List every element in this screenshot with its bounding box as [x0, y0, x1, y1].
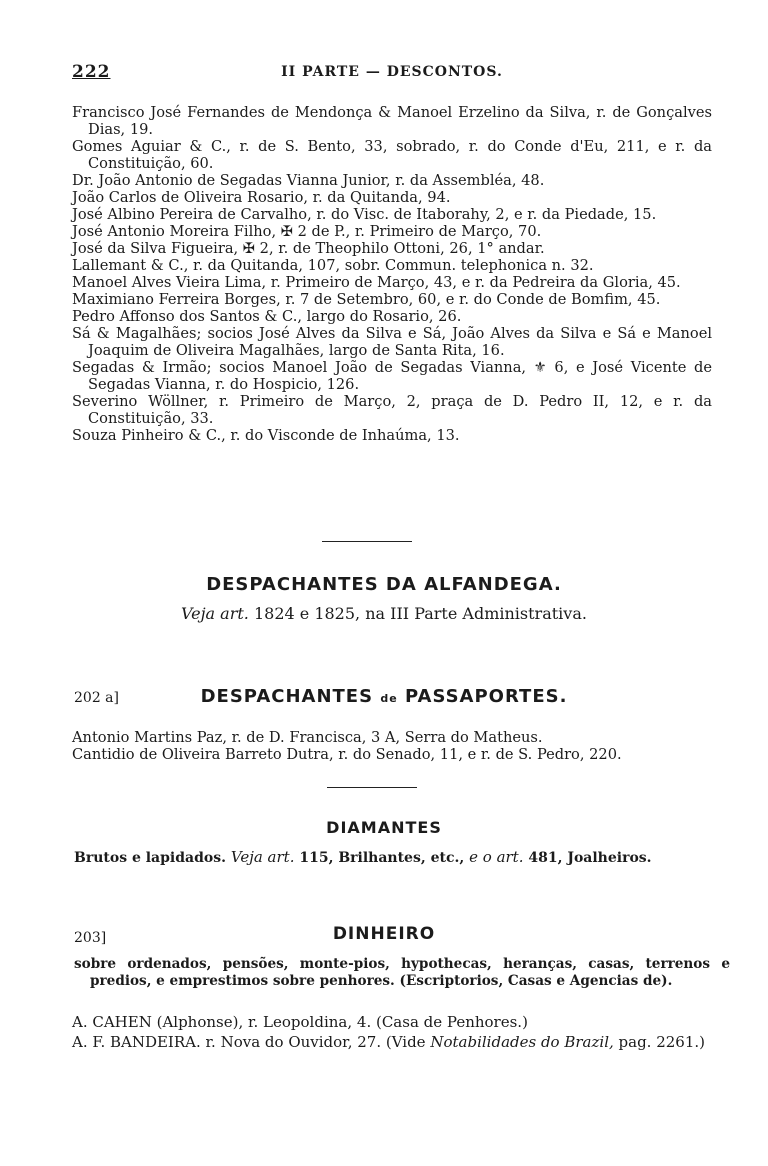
- section-code-dinheiro: 203]: [74, 930, 107, 946]
- section-code-passaportes: 202 a]: [74, 690, 119, 706]
- dinheiro-intro: sobre ordenados, pensões, monte-pios, hypothecas, heranças, casas, terrenos e predios, e emprestimos sobre penhores. (Escriptorios, Casas e Agencias de).: [74, 956, 730, 989]
- section-title-dinheiro: DINHEIRO: [332, 924, 436, 944]
- list-item: Pedro Affonso dos Santos & C., largo do Rosario, 26.: [72, 308, 462, 325]
- list-item: José Antonio Moreira Filho, ✠ 2 de P., r. Primeiro de Março, 70.: [72, 223, 542, 240]
- title-part-a: DESPACHANTES: [200, 686, 374, 707]
- diamantes-line: [74, 848, 714, 866]
- list-item: Severino Wöllner, r. Primeiro de Março, 2, praça de D. Pedro II, 12, e r. da Constituição, 33.: [72, 393, 712, 427]
- diamantes-italic-a: Veja art.: [230, 848, 295, 866]
- section-title-despachantes-passaportes: [0, 686, 768, 707]
- list-item: Souza Pinheiro & C., r. do Visconde de Inhaúma, 13.: [72, 427, 460, 444]
- list-item: Cantidio de Oliveira Barreto Dutra, r. do Senado, 11, e r. de S. Pedro, 220.: [72, 746, 622, 763]
- passaportes-entry-list: [72, 729, 712, 763]
- list-item: Segadas & Irmão; socios Manoel João de Segadas Vianna, ⚜ 6, e José Vicente de Segadas Vianna, r. do Hospicio, 126.: [72, 359, 712, 393]
- list-item: Gomes Aguiar & C., r. de S. Bento, 33, sobrado, r. do Conde d'Eu, 211, e r. da Constituição, 60.: [72, 138, 712, 172]
- entry-text: A. F. BANDEIRA. r. Nova do Ouvidor, 27. (Vide: [72, 1033, 431, 1051]
- diamantes-text-a: Brutos e lapidados.: [74, 850, 226, 866]
- list-item: Lallemant & C., r. da Quitanda, 107, sobr. Commun. telephonica n. 32.: [72, 257, 594, 274]
- dinheiro-entry-bandeira: [72, 1033, 730, 1051]
- diamantes-italic-b: e o art.: [469, 848, 524, 866]
- list-item: João Carlos de Oliveira Rosario, r. da Quitanda, 94.: [72, 189, 451, 206]
- list-item: José da Silva Figueira, ✠ 2, r. de Theophilo Ottoni, 26, 1° andar.: [72, 240, 545, 257]
- list-item: Manoel Alves Vieira Lima, r. Primeiro de Março, 43, e r. da Pedreira da Gloria, 45.: [72, 274, 681, 291]
- list-item: Sá & Magalhães; socios José Alves da Silva e Sá, João Alves da Silva e Sá e Manoel Joaquim de Oliveira Magalhães, largo de Santa Rita, 16.: [72, 325, 712, 359]
- list-item: José Albino Pereira de Carvalho, r. do Visc. de Itaborahy, 2, e r. da Piedade, 15.: [72, 206, 657, 223]
- descontos-entry-list: [72, 104, 712, 444]
- running-title: II PARTE — DESCONTOS.: [281, 64, 503, 80]
- list-item: Antonio Martins Paz, r. de D. Francisca, 3 A, Serra do Matheus.: [72, 729, 543, 746]
- section-title-diamantes: DIAMANTES: [326, 818, 442, 837]
- diamantes-text-b: 115, Brilhantes, etc.,: [294, 850, 470, 866]
- diamantes-text-c: 481, Joalheiros.: [523, 850, 652, 866]
- entry-italic: Notabilidades do Brazil,: [430, 1033, 614, 1051]
- entry-text: A. CAHEN (Alphonse), r. Leopoldina, 4. (Casa de Penhores.): [72, 1013, 528, 1031]
- page-header: [72, 62, 712, 84]
- section-divider: [322, 541, 412, 542]
- section-title-despachantes-alfandega: DESPACHANTES DA ALFANDEGA.: [206, 574, 562, 595]
- title-part-b: PASSAPORTES.: [404, 686, 568, 707]
- list-item: Francisco José Fernandes de Mendonça & Manoel Erzelino da Silva, r. de Gonçalves Dias, 19.: [72, 104, 712, 138]
- list-item: Maximiano Ferreira Borges, r. 7 de Setembro, 60, e r. do Conde de Bomfim, 45.: [72, 291, 661, 308]
- dinheiro-entry-cahen: [72, 1013, 730, 1031]
- page-number: 222: [72, 62, 111, 82]
- title-part-de: de: [380, 692, 398, 705]
- entry-tail: pag. 2261.): [613, 1033, 706, 1051]
- subtitle-italic: Veja art.: [181, 604, 249, 623]
- list-item: Dr. João Antonio de Segadas Vianna Junior, r. da Assembléa, 48.: [72, 172, 545, 189]
- section-subtitle-alfandega: [0, 604, 768, 623]
- section-divider: [327, 787, 417, 788]
- subtitle-rest: 1824 e 1825, na III Parte Administrativa.: [248, 604, 587, 623]
